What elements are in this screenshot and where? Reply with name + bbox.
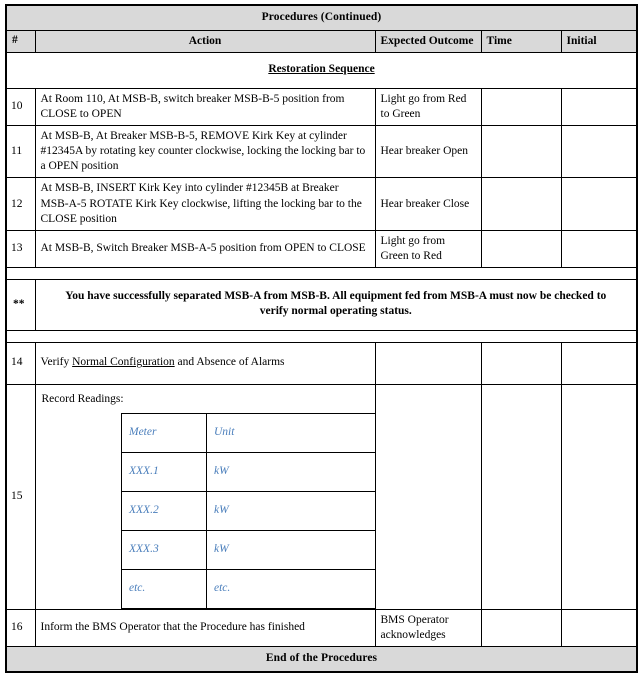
table-row [6,230,637,267]
row-initial-field[interactable] [561,342,637,384]
row-expected-outcome [375,384,481,609]
table-row [6,609,637,646]
readings-table [36,413,377,609]
row-initial-field[interactable] [561,384,637,609]
readings-header-row [36,413,376,452]
readings-indent-cell [36,530,122,569]
readings-row [36,569,376,608]
row-time-field[interactable] [481,88,561,125]
row-expected-outcome: Hear breaker Close [375,178,481,231]
readings-unit[interactable]: kW [207,452,376,491]
row-number: 16 [6,609,35,646]
row-action-underlined: Normal Configuration [72,356,175,369]
row-action: At MSB-B, At Breaker MSB-B-5, REMOVE Kirk Key at cylinder #12345A by rotating key counter clockwise, locking the locking bar to a OPEN position [35,125,375,178]
spacer-row [6,268,637,280]
row-expected-outcome: Hear breaker Open [375,125,481,178]
readings-meter[interactable]: etc. [122,569,207,608]
note-row [6,280,637,330]
row-action-suffix: and Absence of Alarms [174,356,285,369]
readings-meter[interactable]: XXX.1 [122,452,207,491]
table-row [6,178,637,231]
readings-header-unit: Unit [207,413,376,452]
readings-row [36,491,376,530]
note-text: You have successfully separated MSB-A from MSB-B. All equipment fed from MSB-A must now be checked to verify normal operating status. [35,280,637,330]
readings-indent-cell [36,569,122,608]
table-row [6,384,637,609]
spacer-cell [6,330,637,342]
column-header-initial: Initial [561,31,637,53]
record-readings-label: Record Readings: [41,392,124,405]
table-row [6,125,637,178]
title-banner-row [6,5,637,31]
row-action [35,384,375,609]
section-title-restoration-sequence: Restoration Sequence [6,53,637,88]
row-action [35,342,375,384]
row-expected-outcome: BMS Operator acknowledges [375,609,481,646]
row-number: 13 [6,230,35,267]
row-initial-field[interactable] [561,178,637,231]
readings-indent-cell [36,413,122,452]
row-time-field[interactable] [481,384,561,609]
readings-header-meter: Meter [122,413,207,452]
readings-row [36,452,376,491]
row-expected-outcome [375,342,481,384]
row-initial-field[interactable] [561,230,637,267]
procedures-table [5,4,638,673]
row-action: At Room 110, At MSB-B, switch breaker MSB-B-5 position from CLOSE to OPEN [35,88,375,125]
row-number: 10 [6,88,35,125]
row-number: 12 [6,178,35,231]
footer-banner-row [6,647,637,673]
readings-indent-cell [36,491,122,530]
row-initial-field[interactable] [561,88,637,125]
readings-unit[interactable]: etc. [207,569,376,608]
column-header-expected-outcome: Expected Outcome [375,31,481,53]
row-time-field[interactable] [481,609,561,646]
column-header-row [6,31,637,53]
footer-title: End of the Procedures [6,647,637,673]
spacer-cell [6,268,637,280]
row-expected-outcome: Light go from Red to Green [375,88,481,125]
note-marker: ** [6,280,35,330]
row-number: 15 [6,384,35,609]
row-initial-field[interactable] [561,125,637,178]
row-action: Inform the BMS Operator that the Procedure has finished [35,609,375,646]
row-time-field[interactable] [481,125,561,178]
readings-unit[interactable]: kW [207,491,376,530]
page-title: Procedures (Continued) [6,5,637,31]
section-title-row [6,53,637,88]
column-header-num: # [6,31,35,53]
row-action-prefix: Verify [40,356,73,369]
readings-row [36,530,376,569]
row-number: 11 [6,125,35,178]
column-header-time: Time [481,31,561,53]
row-number: 14 [6,342,35,384]
row-time-field[interactable] [481,230,561,267]
readings-meter[interactable]: XXX.3 [122,530,207,569]
row-time-field[interactable] [481,178,561,231]
table-row [6,88,637,125]
row-action: At MSB-B, INSERT Kirk Key into cylinder #12345B at Breaker MSB-A-5 ROTATE Kirk Key clockwise, lifting the locking bar to the CLOSE position [35,178,375,231]
table-row [6,342,637,384]
column-header-action: Action [35,31,375,53]
readings-unit[interactable]: kW [207,530,376,569]
readings-meter[interactable]: XXX.2 [122,491,207,530]
readings-indent-cell [36,452,122,491]
row-time-field[interactable] [481,342,561,384]
row-action: At MSB-B, Switch Breaker MSB-A-5 position from OPEN to CLOSE [35,230,375,267]
row-initial-field[interactable] [561,609,637,646]
spacer-row [6,330,637,342]
row-expected-outcome: Light go from Green to Red [375,230,481,267]
